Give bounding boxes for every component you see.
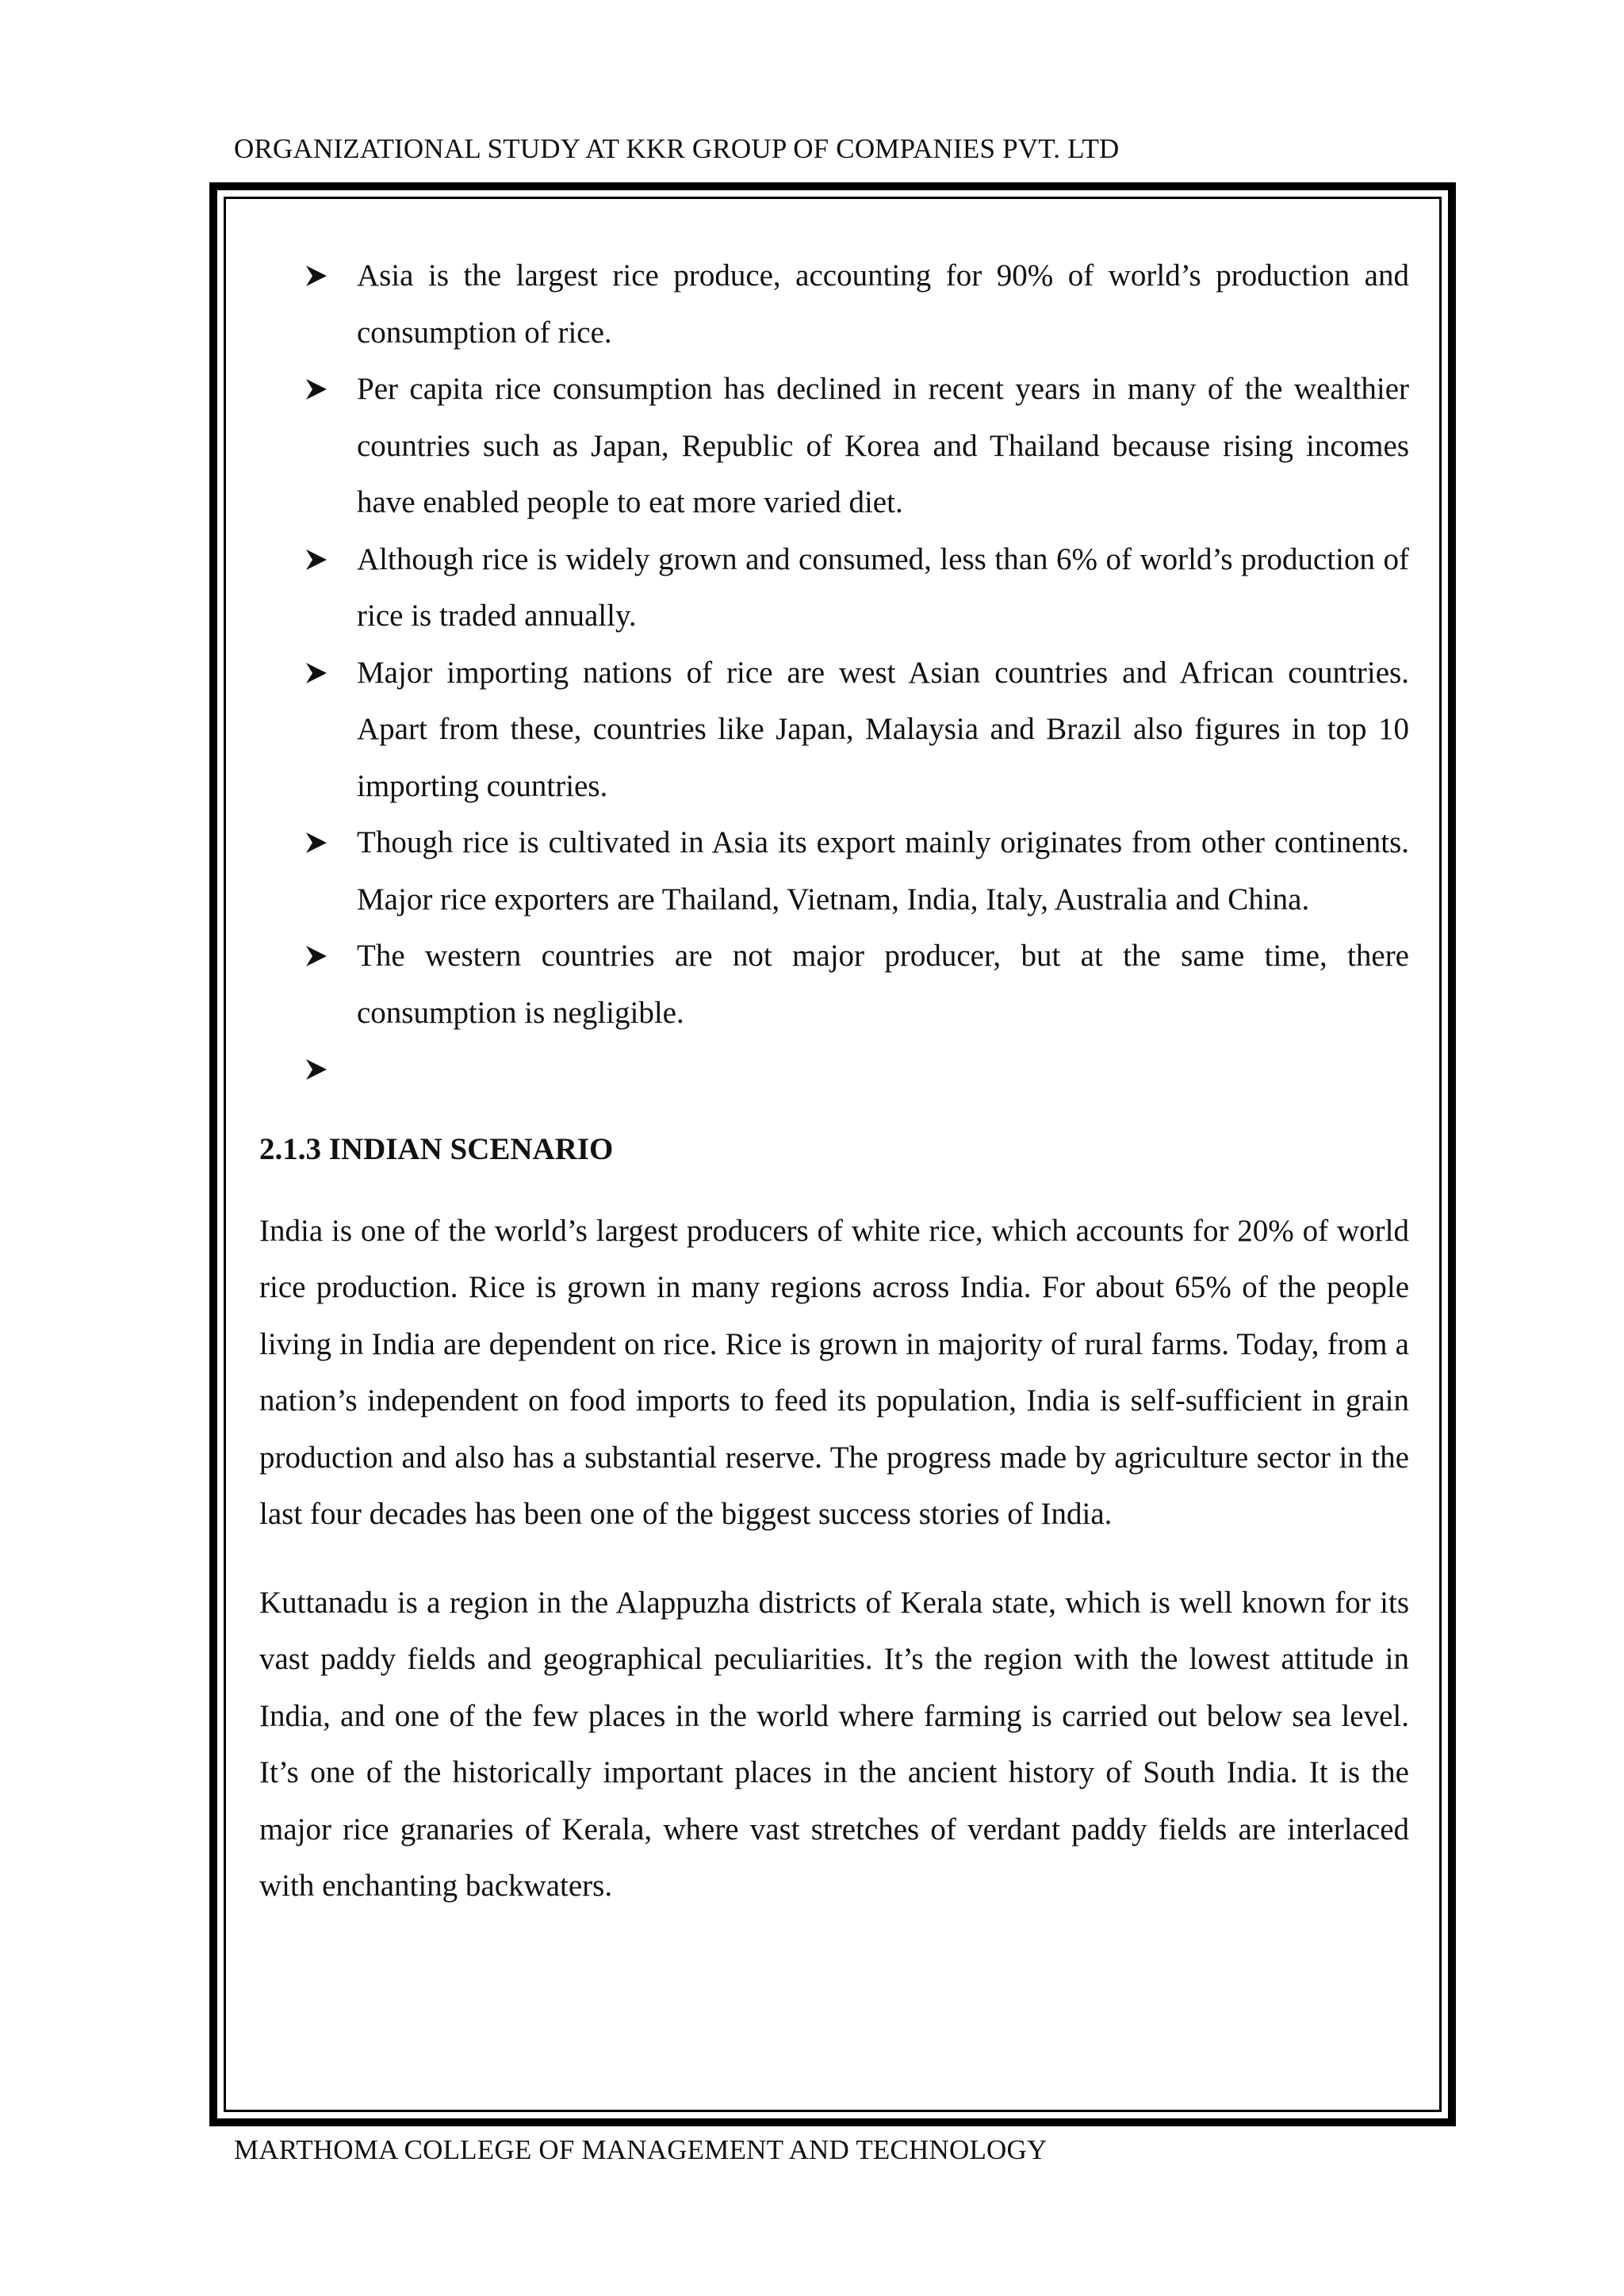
- bullet-text: Per capita rice consumption has declined in recent years in many of the wealthier countries such as Japan, Republic of Korea and Thailand because rising incomes have enabled people to eat more varied diet.: [357, 372, 1409, 519]
- paragraph-kuttanadu: Kuttanadu is a region in the Alappuzha districts of Kerala state, which is well known for its vast paddy fields and geographical peculiarities. It’s the region with the lowest attitude in India, and one of the few places in the world where farming is carried out below sea level. It’s one of the historically important places in the ancient history of South India. It is the major rice granaries of Kerala, where vast stretches of verdant paddy fields are interlaced with enchanting backwaters.: [259, 1585, 1409, 1903]
- list-item-empty: [259, 1041, 1409, 1098]
- running-header: ORGANIZATIONAL STUDY AT KKR GROUP OF COMPANIES PVT. LTD: [234, 133, 1120, 164]
- arrowhead-bullet-icon: [305, 247, 337, 304]
- section-heading: 2.1.3 INDIAN SCENARIO: [259, 1131, 614, 1166]
- list-item: [259, 361, 1409, 531]
- bullet-list: [259, 247, 1409, 1098]
- bullet-text: Though rice is cultivated in Asia its export mainly originates from other continents. Major rice exporters are Thailand, Vietnam, India, Italy, Australia and China.: [357, 825, 1409, 916]
- arrowhead-bullet-icon: [305, 928, 337, 985]
- arrowhead-bullet-icon: [305, 645, 337, 702]
- list-item: [259, 645, 1409, 815]
- arrowhead-bullet-icon: [305, 814, 337, 871]
- list-item: [259, 928, 1409, 1041]
- bullet-text: Although rice is widely grown and consumed, less than 6% of world’s production of rice is traded annually.: [357, 541, 1409, 633]
- arrowhead-bullet-icon: [305, 361, 337, 418]
- list-item: [259, 531, 1409, 645]
- paragraph-indian-scenario: India is one of the world’s largest producers of white rice, which accounts for 20% of world rice production. Rice is grown in many regions across India. For about 65% of the people living in India are dependent on rice. Rice is grown in majority of rural farms. Today, from a nation’s independent on food imports to feed its population, India is self-sufficient in grain production and also has a substantial reserve. The progress made by agriculture sector in the last four decades has been one of the biggest success stories of India.: [259, 1213, 1409, 1531]
- bullet-text: Major importing nations of rice are west Asian countries and African countries. Apart from these, countries like Japan, Malaysia and Brazil also figures in top 10 importing countries.: [357, 655, 1409, 803]
- running-footer: MARTHOMA COLLEGE OF MANAGEMENT AND TECHNOLOGY: [234, 2134, 1048, 2165]
- arrowhead-bullet-icon: [305, 531, 337, 588]
- list-item: [259, 247, 1409, 361]
- page-content: [259, 247, 1409, 1915]
- arrowhead-bullet-icon: [305, 1041, 337, 1098]
- bullet-text: Asia is the largest rice produce, accounting for 90% of world’s production and consumption of rice.: [357, 258, 1409, 350]
- bullet-text: The western countries are not major producer, but at the same time, there consumption is negligible.: [357, 939, 1409, 1030]
- list-item: [259, 814, 1409, 928]
